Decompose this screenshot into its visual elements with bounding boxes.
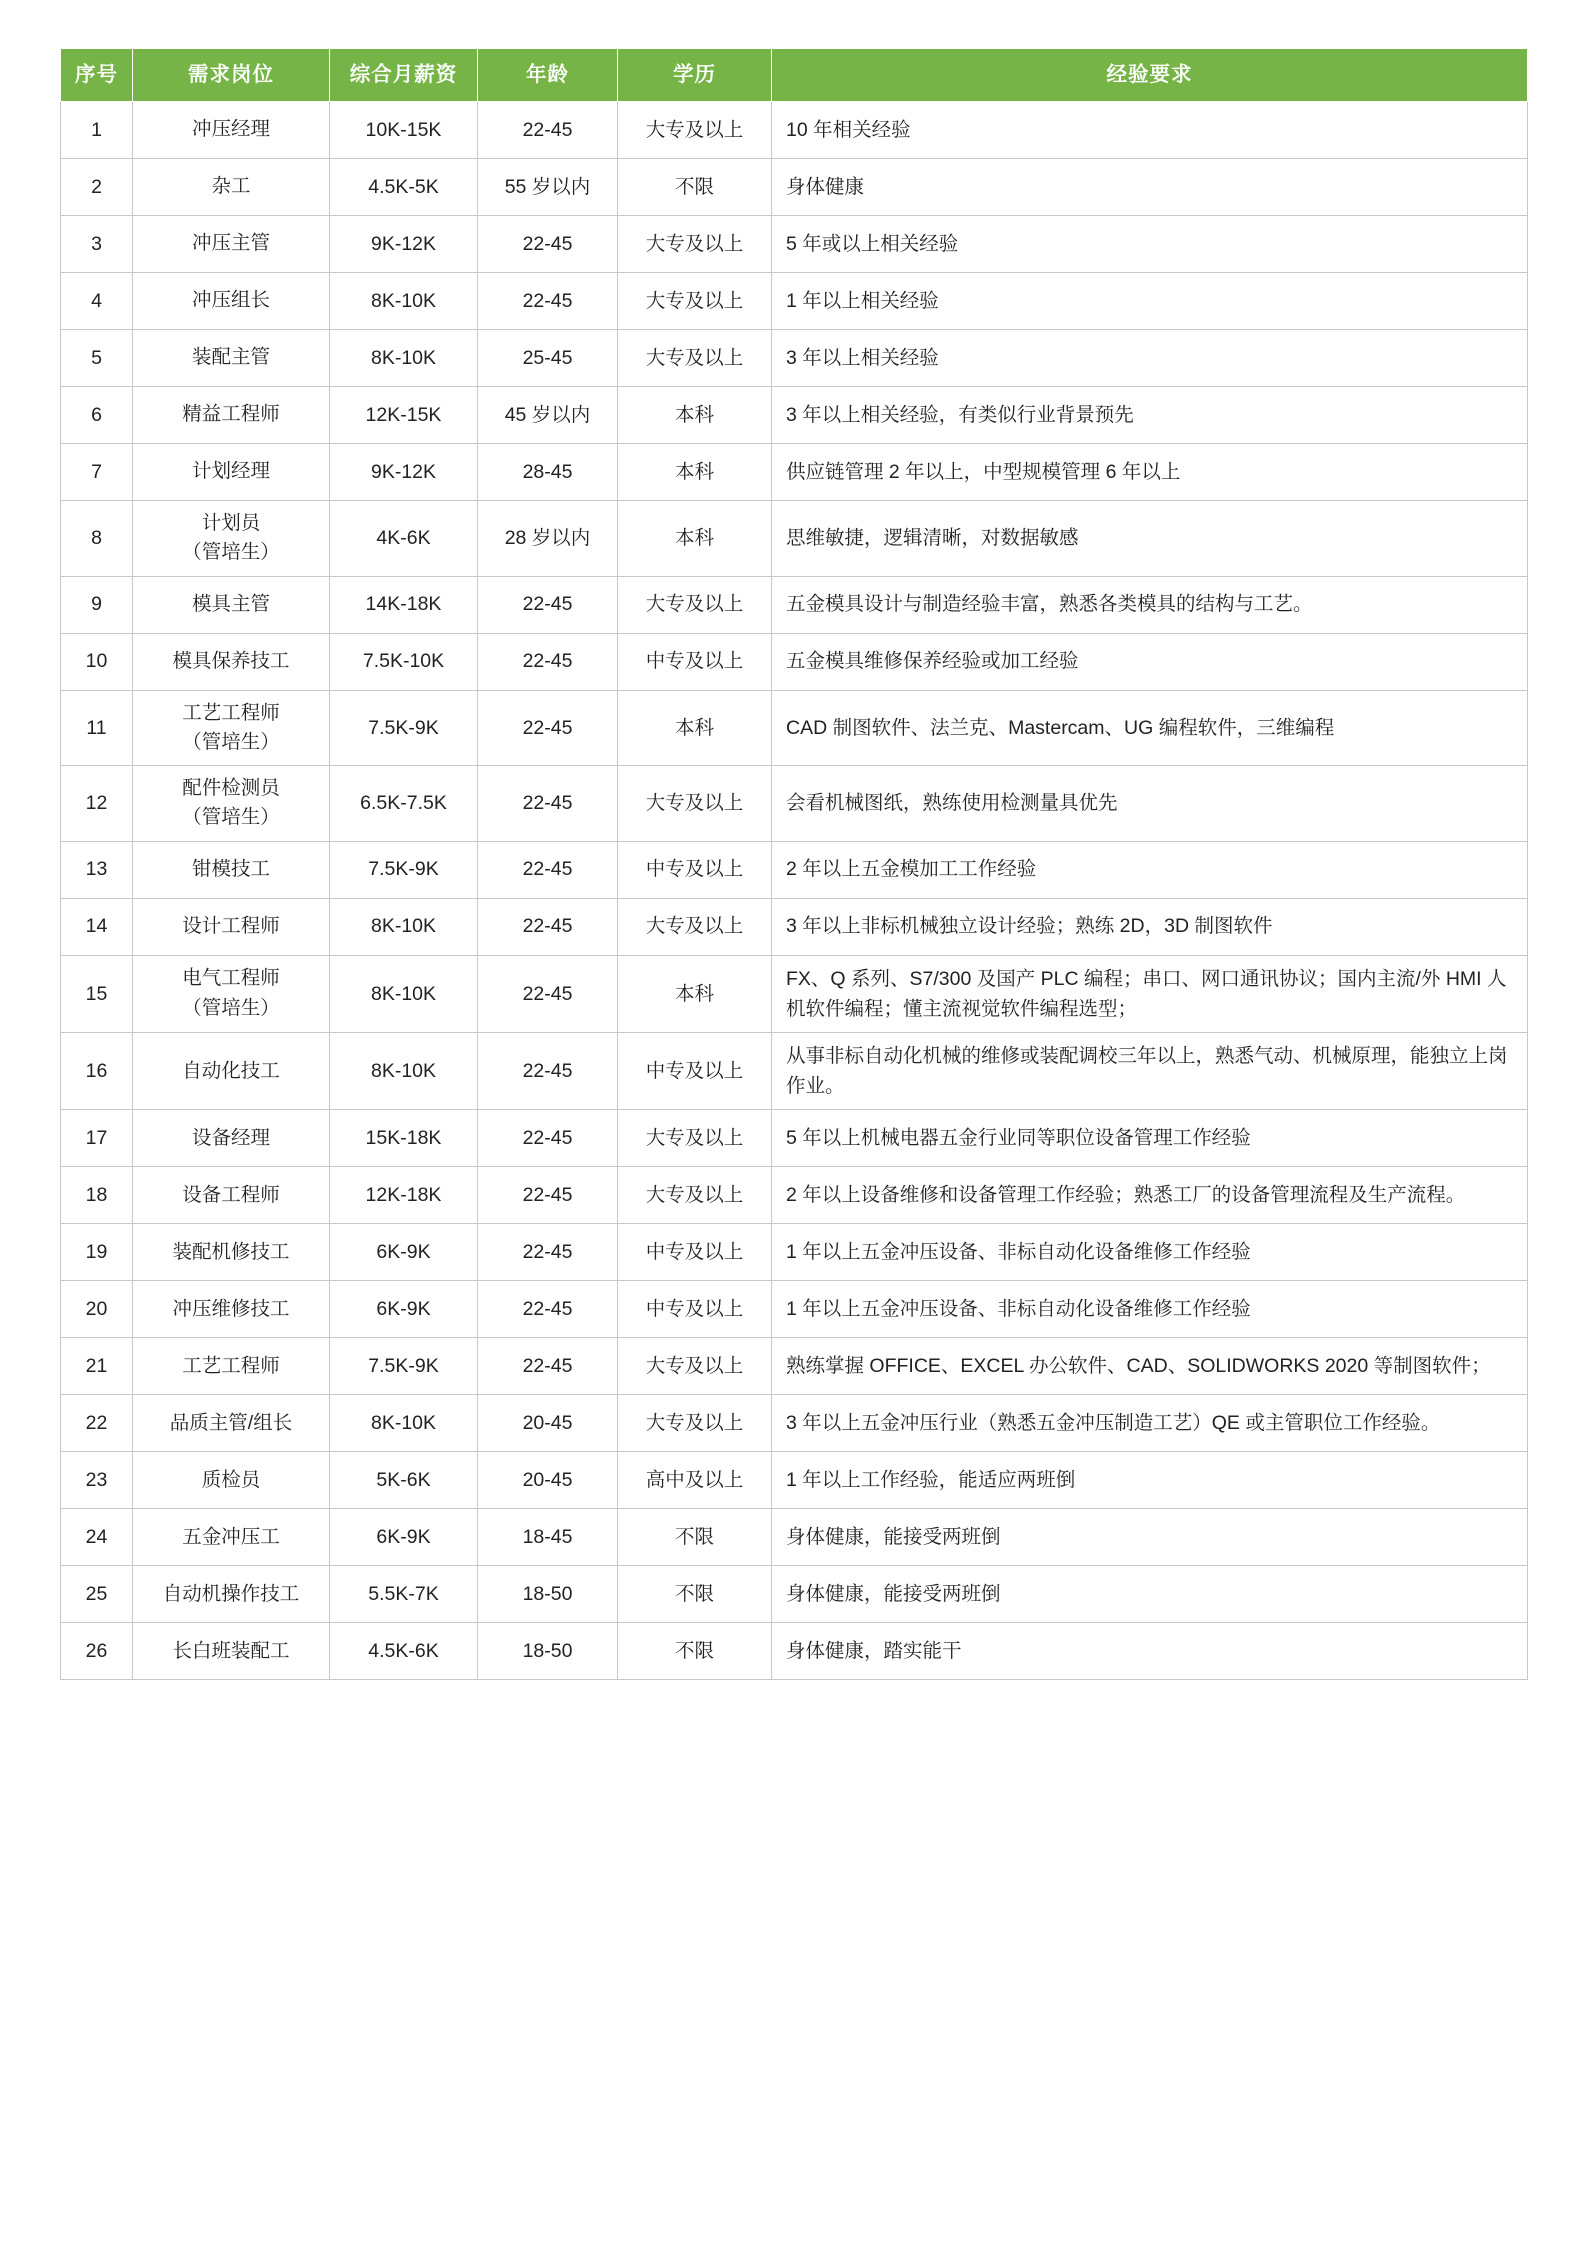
cell-age: 22-45: [478, 273, 618, 330]
cell-post: [133, 955, 330, 1032]
cell-age: 22-45: [478, 898, 618, 955]
cell-age: 18-50: [478, 1623, 618, 1680]
table-row: [61, 1509, 1528, 1566]
cell-post: [133, 102, 330, 159]
table-row: [61, 387, 1528, 444]
cell-education: 大专及以上: [618, 1338, 772, 1395]
cell-education: 本科: [618, 690, 772, 766]
cell-education: 大专及以上: [618, 1395, 772, 1452]
cell-experience: 身体健康，踏实能干: [772, 1623, 1528, 1680]
cell-post: [133, 841, 330, 898]
job-requirements-table: [60, 48, 1528, 1680]
cell-index: 9: [61, 576, 133, 633]
cell-experience: 熟练掌握 OFFICE、EXCEL 办公软件、CAD、SOLIDWORKS 2020 等制图软件；: [772, 1338, 1528, 1395]
cell-age: 55 岁以内: [478, 159, 618, 216]
post-title: 自动机操作技工: [162, 1582, 300, 1605]
table-row: [61, 1623, 1528, 1680]
cell-index: 23: [61, 1452, 133, 1509]
cell-experience: 10 年相关经验: [772, 102, 1528, 159]
cell-salary: 9K-12K: [330, 216, 478, 273]
post-title: 装配主管: [191, 346, 270, 369]
table-row: [61, 216, 1528, 273]
cell-education: 大专及以上: [618, 898, 772, 955]
table-row: [61, 1110, 1528, 1167]
cell-age: 18-45: [478, 1509, 618, 1566]
cell-experience: 思维敏捷，逻辑清晰，对数据敏感: [772, 501, 1528, 577]
cell-index: 19: [61, 1224, 133, 1281]
cell-post: [133, 159, 330, 216]
cell-age: 20-45: [478, 1395, 618, 1452]
cell-post: [133, 216, 330, 273]
post-title: 冲压经理: [191, 118, 270, 141]
cell-index: 2: [61, 159, 133, 216]
cell-experience: 身体健康，能接受两班倒: [772, 1509, 1528, 1566]
cell-education: 中专及以上: [618, 1224, 772, 1281]
cell-post: [133, 766, 330, 842]
post-title: 冲压主管: [191, 232, 270, 255]
cell-salary: 8K-10K: [330, 330, 478, 387]
cell-index: 7: [61, 444, 133, 501]
cell-age: 28-45: [478, 444, 618, 501]
cell-experience: 五金模具维修保养经验或加工经验: [772, 633, 1528, 690]
post-title: 设备经理: [191, 1126, 270, 1149]
cell-salary: 5K-6K: [330, 1452, 478, 1509]
cell-education: 大专及以上: [618, 273, 772, 330]
cell-age: 22-45: [478, 766, 618, 842]
post-title: 五金冲压工: [182, 1525, 280, 1548]
table-row: [61, 633, 1528, 690]
cell-education: 本科: [618, 501, 772, 577]
cell-index: 15: [61, 955, 133, 1032]
cell-experience: 1 年以上五金冲压设备、非标自动化设备维修工作经验: [772, 1224, 1528, 1281]
post-title: 电气工程师: [182, 967, 280, 990]
post-title: 冲压组长: [191, 289, 270, 312]
cell-index: 24: [61, 1509, 133, 1566]
table-row: [61, 576, 1528, 633]
cell-education: 大专及以上: [618, 1110, 772, 1167]
cell-index: 20: [61, 1281, 133, 1338]
cell-age: 28 岁以内: [478, 501, 618, 577]
cell-education: 大专及以上: [618, 576, 772, 633]
cell-index: 12: [61, 766, 133, 842]
cell-experience: 5 年以上机械电器五金行业同等职位设备管理工作经验: [772, 1110, 1528, 1167]
cell-education: 不限: [618, 1566, 772, 1623]
cell-index: 11: [61, 690, 133, 766]
cell-experience: 2 年以上设备维修和设备管理工作经验；熟悉工厂的设备管理流程及生产流程。: [772, 1167, 1528, 1224]
cell-age: 18-50: [478, 1566, 618, 1623]
table-row: [61, 330, 1528, 387]
cell-post: [133, 1281, 330, 1338]
table-row: [61, 1452, 1528, 1509]
cell-salary: 7.5K-9K: [330, 1338, 478, 1395]
table-row: [61, 444, 1528, 501]
cell-salary: 4.5K-5K: [330, 159, 478, 216]
cell-salary: 8K-10K: [330, 955, 478, 1032]
post-title: 模具保养技工: [172, 649, 290, 672]
cell-education: 大专及以上: [618, 330, 772, 387]
cell-post: [133, 444, 330, 501]
post-title: 质检员: [201, 1468, 261, 1491]
cell-salary: 7.5K-10K: [330, 633, 478, 690]
cell-salary: 6K-9K: [330, 1509, 478, 1566]
table-row: [61, 898, 1528, 955]
cell-age: 22-45: [478, 216, 618, 273]
post-title: 长白班装配工: [172, 1639, 290, 1662]
table-header: [61, 49, 1528, 102]
cell-experience: FX、Q 系列、S7/300 及国产 PLC 编程；串口、网口通讯协议；国内主流/外 HMI 人机软件编程；懂主流视觉软件编程选型；: [772, 955, 1528, 1032]
cell-education: 本科: [618, 387, 772, 444]
cell-experience: 3 年以上非标机械独立设计经验；熟练 2D，3D 制图软件: [772, 898, 1528, 955]
column-header-edu: 学历: [618, 49, 772, 102]
cell-experience: 身体健康，能接受两班倒: [772, 1566, 1528, 1623]
cell-salary: 9K-12K: [330, 444, 478, 501]
cell-age: 22-45: [478, 102, 618, 159]
column-header-salary: 综合月薪资: [330, 49, 478, 102]
cell-age: 22-45: [478, 955, 618, 1032]
cell-experience: CAD 制图软件、法兰克、Mastercam、UG 编程软件，三维编程: [772, 690, 1528, 766]
post-title: 计划经理: [191, 460, 270, 483]
cell-index: 14: [61, 898, 133, 955]
table-row: [61, 273, 1528, 330]
post-title: 钳模技工: [191, 857, 270, 880]
cell-experience: 从事非标自动化机械的维修或装配调校三年以上，熟悉气动、机械原理，能独立上岗作业。: [772, 1032, 1528, 1109]
post-subtitle: （管培生）: [182, 541, 280, 564]
cell-index: 1: [61, 102, 133, 159]
cell-index: 6: [61, 387, 133, 444]
cell-education: 中专及以上: [618, 1281, 772, 1338]
cell-age: 25-45: [478, 330, 618, 387]
cell-education: 不限: [618, 159, 772, 216]
column-header-age: 年龄: [478, 49, 618, 102]
cell-experience: 1 年以上相关经验: [772, 273, 1528, 330]
table-row: [61, 1224, 1528, 1281]
cell-experience: 会看机械图纸，熟练使用检测量具优先: [772, 766, 1528, 842]
cell-post: [133, 1110, 330, 1167]
cell-salary: 7.5K-9K: [330, 841, 478, 898]
cell-index: 18: [61, 1167, 133, 1224]
cell-experience: 供应链管理 2 年以上，中型规模管理 6 年以上: [772, 444, 1528, 501]
cell-education: 大专及以上: [618, 102, 772, 159]
cell-index: 21: [61, 1338, 133, 1395]
cell-age: 20-45: [478, 1452, 618, 1509]
cell-age: 22-45: [478, 1224, 618, 1281]
cell-education: 本科: [618, 444, 772, 501]
cell-post: [133, 1224, 330, 1281]
cell-experience: 1 年以上五金冲压设备、非标自动化设备维修工作经验: [772, 1281, 1528, 1338]
cell-age: 22-45: [478, 690, 618, 766]
post-title: 设计工程师: [182, 914, 280, 937]
column-header-post: 需求岗位: [133, 49, 330, 102]
cell-age: 22-45: [478, 841, 618, 898]
table-body: [61, 102, 1528, 1680]
column-header-experience: 经验要求: [772, 49, 1528, 102]
cell-post: [133, 273, 330, 330]
table-row: [61, 766, 1528, 842]
cell-experience: 2 年以上五金模加工工作经验: [772, 841, 1528, 898]
cell-post: [133, 1395, 330, 1452]
cell-salary: 12K-18K: [330, 1167, 478, 1224]
post-title: 计划员: [201, 512, 261, 534]
cell-post: [133, 1509, 330, 1566]
cell-experience: 身体健康: [772, 159, 1528, 216]
cell-post: [133, 690, 330, 766]
table-row: [61, 1281, 1528, 1338]
cell-index: 22: [61, 1395, 133, 1452]
post-title: 工艺工程师: [182, 1354, 280, 1377]
table-row: [61, 1032, 1528, 1109]
cell-salary: 8K-10K: [330, 273, 478, 330]
cell-post: [133, 1452, 330, 1509]
cell-index: 17: [61, 1110, 133, 1167]
post-subtitle: （管培生）: [182, 996, 280, 1019]
cell-salary: 5.5K-7K: [330, 1566, 478, 1623]
cell-education: 高中及以上: [618, 1452, 772, 1509]
table-row: [61, 1338, 1528, 1395]
table-row: [61, 102, 1528, 159]
cell-post: [133, 1167, 330, 1224]
post-title: 配件检测员: [182, 777, 280, 799]
cell-salary: 10K-15K: [330, 102, 478, 159]
cell-post: [133, 576, 330, 633]
post-title: 冲压维修技工: [172, 1297, 290, 1320]
table-header-row: [61, 49, 1528, 102]
cell-post: [133, 1623, 330, 1680]
cell-salary: 6K-9K: [330, 1224, 478, 1281]
cell-index: 25: [61, 1566, 133, 1623]
cell-index: 16: [61, 1032, 133, 1109]
cell-post: [133, 501, 330, 577]
cell-post: [133, 387, 330, 444]
cell-post: [133, 898, 330, 955]
post-title: 工艺工程师: [182, 701, 280, 724]
cell-education: 不限: [618, 1509, 772, 1566]
cell-experience: 1 年以上工作经验，能适应两班倒: [772, 1452, 1528, 1509]
post-title: 精益工程师: [182, 403, 280, 426]
column-header-index: 序号: [61, 49, 133, 102]
cell-education: 本科: [618, 955, 772, 1032]
cell-salary: 12K-15K: [330, 387, 478, 444]
cell-salary: 7.5K-9K: [330, 690, 478, 766]
cell-age: 22-45: [478, 1281, 618, 1338]
cell-education: 大专及以上: [618, 766, 772, 842]
cell-salary: 8K-10K: [330, 1032, 478, 1109]
table-row: [61, 690, 1528, 766]
post-subtitle: （管培生）: [182, 806, 280, 829]
post-title: 自动化技工: [182, 1059, 280, 1082]
cell-experience: 3 年以上相关经验: [772, 330, 1528, 387]
cell-age: 22-45: [478, 633, 618, 690]
table-row: [61, 1395, 1528, 1452]
cell-post: [133, 633, 330, 690]
table-row: [61, 841, 1528, 898]
cell-index: 13: [61, 841, 133, 898]
cell-experience: 五金模具设计与制造经验丰富，熟悉各类模具的结构与工艺。: [772, 576, 1528, 633]
cell-experience: 3 年以上相关经验，有类似行业背景预先: [772, 387, 1528, 444]
cell-salary: 14K-18K: [330, 576, 478, 633]
cell-age: 22-45: [478, 1032, 618, 1109]
cell-salary: 8K-10K: [330, 898, 478, 955]
post-title: 品质主管/组长: [169, 1411, 293, 1434]
cell-age: 22-45: [478, 1338, 618, 1395]
cell-index: 8: [61, 501, 133, 577]
cell-index: 5: [61, 330, 133, 387]
cell-age: 22-45: [478, 1167, 618, 1224]
cell-education: 中专及以上: [618, 1032, 772, 1109]
cell-salary: 4.5K-6K: [330, 1623, 478, 1680]
post-subtitle: （管培生）: [182, 730, 280, 753]
cell-post: [133, 1032, 330, 1109]
cell-salary: 8K-10K: [330, 1395, 478, 1452]
cell-salary: 6.5K-7.5K: [330, 766, 478, 842]
post-title: 装配机修技工: [172, 1240, 290, 1263]
table-row: [61, 955, 1528, 1032]
cell-experience: 3 年以上五金冲压行业（熟悉五金冲压制造工艺）QE 或主管职位工作经验。: [772, 1395, 1528, 1452]
cell-post: [133, 1338, 330, 1395]
cell-education: 中专及以上: [618, 633, 772, 690]
cell-index: 3: [61, 216, 133, 273]
table-row: [61, 159, 1528, 216]
cell-index: 4: [61, 273, 133, 330]
cell-education: 大专及以上: [618, 1167, 772, 1224]
cell-experience: 5 年或以上相关经验: [772, 216, 1528, 273]
cell-age: 45 岁以内: [478, 387, 618, 444]
post-title: 模具主管: [191, 592, 270, 615]
cell-salary: 6K-9K: [330, 1281, 478, 1338]
cell-index: 10: [61, 633, 133, 690]
cell-age: 22-45: [478, 576, 618, 633]
cell-education: 大专及以上: [618, 216, 772, 273]
table-row: [61, 501, 1528, 577]
cell-salary: 15K-18K: [330, 1110, 478, 1167]
cell-post: [133, 1566, 330, 1623]
cell-education: 不限: [618, 1623, 772, 1680]
cell-salary: 4K-6K: [330, 501, 478, 577]
cell-post: [133, 330, 330, 387]
cell-age: 22-45: [478, 1110, 618, 1167]
post-title: 杂工: [211, 175, 251, 198]
cell-index: 26: [61, 1623, 133, 1680]
post-title: 设备工程师: [182, 1183, 280, 1206]
table-row: [61, 1167, 1528, 1224]
table-row: [61, 1566, 1528, 1623]
cell-education: 中专及以上: [618, 841, 772, 898]
